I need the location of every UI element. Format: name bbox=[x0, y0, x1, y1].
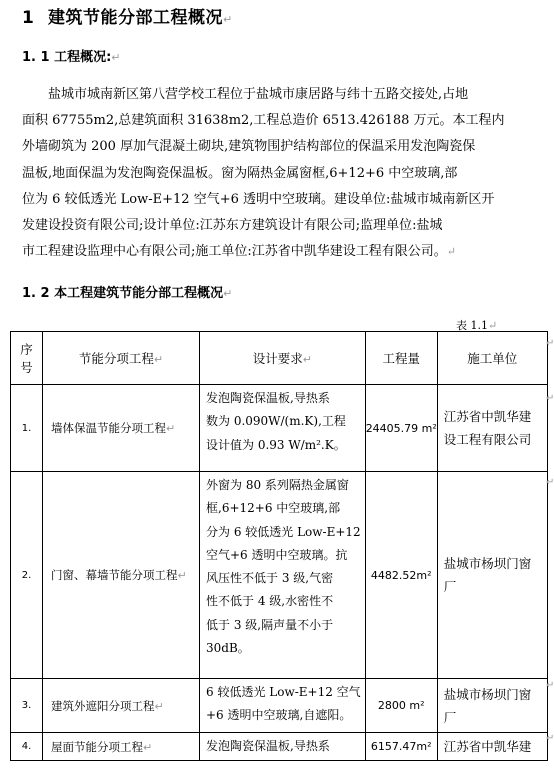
table-header-row bbox=[11, 332, 548, 385]
row-unit: 江苏省中凯华建 bbox=[437, 733, 547, 761]
header-requirement: 设计要求↵ bbox=[200, 332, 366, 385]
energy-saving-table bbox=[10, 331, 548, 761]
row-unit: 盐城市杨坝门窗 厂 bbox=[437, 472, 547, 679]
paragraph-mark-icon: ↵ bbox=[143, 740, 153, 754]
header-item: 节能分项工程↵ bbox=[43, 332, 200, 385]
paragraph-line: 温板,地面保温为发泡陶瓷保温板。窗为隔热金属窗框,6+12+6 中空玻璃,部 bbox=[22, 165, 458, 181]
row-end-mark-icon: ↵ bbox=[546, 680, 554, 691]
row-requirement: 发泡陶瓷保温板,导热系 数为 0.090W/(m.K),工程 设计值为 0.93 W/m².K。 bbox=[200, 385, 366, 472]
paragraph-mark-icon: ↵ bbox=[111, 51, 121, 64]
paragraph-line: 位为 6 较低透光 Low-E+12 空气+6 透明中空玻璃。建设单位:盐城市城南新区开 bbox=[22, 191, 495, 207]
row-requirement: 6 较低透光 Low-E+12 空气 +6 透明中空玻璃,自遮阳。 bbox=[200, 679, 366, 733]
paragraph-mark-icon: ↵ bbox=[446, 245, 456, 259]
header-unit: 施工单位 bbox=[437, 332, 547, 385]
row-end-mark-icon: ↵ bbox=[546, 393, 554, 404]
row-quantity: 2800 m² bbox=[365, 679, 437, 733]
row-end-mark-icon: ↵ bbox=[546, 477, 554, 488]
paragraph-line: 外墙砌筑为 200 厚加气混凝土砌块,建筑物围护结构部位的保温采用发泡陶瓷保 bbox=[22, 139, 476, 155]
row-index: 3. bbox=[11, 679, 43, 733]
paragraph-mark-icon: ↵ bbox=[302, 353, 312, 366]
row-end-mark-icon: ↵ bbox=[546, 733, 554, 744]
row-unit: 江苏省中凯华建 设工程有限公司 bbox=[437, 385, 547, 472]
paragraph-mark-icon: ↵ bbox=[177, 569, 187, 582]
paragraph-mark-icon: ↵ bbox=[488, 319, 498, 332]
table-row bbox=[11, 472, 548, 679]
row-item: 门窗、幕墙节能分项工程↵ bbox=[43, 472, 200, 679]
paragraph-mark-icon: ↵ bbox=[166, 422, 176, 435]
paragraph-line: 市工程建设监理中心有限公司;施工单位:江苏省中凯华建设工程有限公司。↵ bbox=[22, 244, 456, 260]
row-end-mark-icon: ↵ bbox=[546, 338, 554, 349]
section-heading bbox=[22, 3, 233, 28]
row-quantity: 4482.52m² bbox=[365, 472, 437, 679]
paragraph-line: 面积 67755m2,总建筑面积 31638m2,工程总造价 6513.426188 万元。本工程内 bbox=[22, 113, 505, 129]
paragraph-mark-icon: ↵ bbox=[154, 699, 164, 713]
subsection-1-2-title: 1. 2 本工程建筑节能分部工程概况↵ bbox=[22, 286, 233, 301]
paragraph-mark-icon: ↵ bbox=[223, 13, 233, 26]
table-row bbox=[11, 733, 548, 761]
row-item: 建筑外遮阳分项工程↵ bbox=[43, 679, 200, 733]
project-overview-paragraph bbox=[22, 82, 505, 265]
row-item: 屋面节能分项工程↵ bbox=[43, 733, 200, 761]
header-quantity: 工程量 bbox=[365, 332, 437, 385]
table-caption: 表 1.1↵ bbox=[456, 319, 498, 332]
row-unit: 盐城市杨坝门窗 厂 bbox=[437, 679, 547, 733]
row-index: 4. bbox=[11, 733, 43, 761]
row-item: 墙体保温节能分项工程↵ bbox=[43, 385, 200, 472]
subsection-1-1-title: 1. 1 工程概况:↵ bbox=[22, 50, 121, 65]
paragraph-line: 发建设投资有限公司;设计单位:江苏东方建筑设计有限公司;监理单位:盐城 bbox=[22, 218, 443, 234]
row-index: 1. bbox=[11, 385, 43, 472]
row-quantity: 6157.47m² bbox=[365, 733, 437, 761]
row-index: 2. bbox=[11, 472, 43, 679]
table-row bbox=[11, 385, 548, 472]
row-quantity: 24405.79 m² bbox=[365, 385, 437, 472]
heading-number: 1 bbox=[22, 8, 35, 28]
header-index: 序 号 bbox=[11, 332, 43, 385]
heading-title: 建筑节能分部工程概况 bbox=[48, 8, 223, 28]
paragraph-line: 盐城市城南新区第八营学校工程位于盐城市康居路与纬十五路交接处,占地 bbox=[48, 87, 469, 102]
table-row bbox=[11, 679, 548, 733]
paragraph-mark-icon: ↵ bbox=[223, 287, 233, 300]
paragraph-mark-icon: ↵ bbox=[153, 353, 164, 366]
row-requirement: 发泡陶瓷保温板,导热系 bbox=[200, 733, 366, 761]
row-requirement: 外窗为 80 系列隔热金属窗 框,6+12+6 中空玻璃,部 分为 6 较低透光 Low-E+12 空气+6 透明中空玻璃。抗 风压性不低于 3 级,气密 性不低于 4 级,水密性不 低于 3 级,隔声量不小于 30dB。 bbox=[200, 472, 366, 679]
